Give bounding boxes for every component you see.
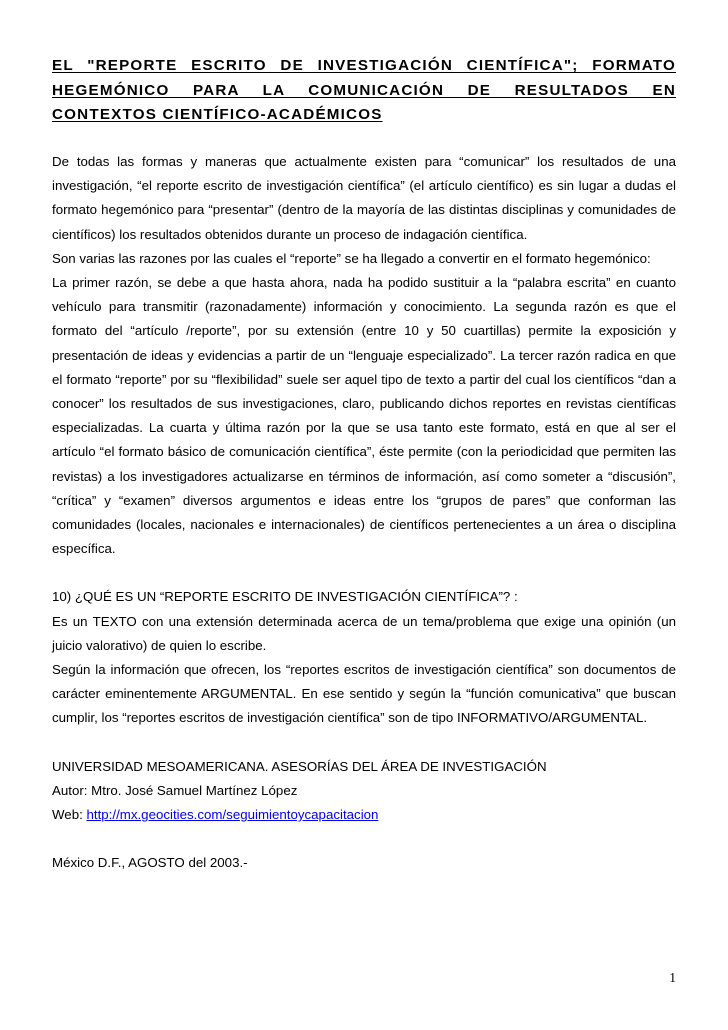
spacer [52, 731, 676, 755]
date-line: México D.F., AGOSTO del 2003.- [52, 855, 248, 871]
spacer [52, 827, 676, 851]
web-label: Web: [52, 807, 87, 823]
reasons-intro-paragraph: Son varias las razones por las cuales el “reporte” se ha llegado a convertir en el formato hegemónico: [52, 250, 651, 266]
page-number: 1 [669, 970, 676, 985]
classification-paragraph: Según la información que ofrecen, los “reportes escritos de investigación científica” son documentos de carácter eminentemente ARGUMENTAL. En ese sentido y según la “función comunicativa” que buscan cumplir, los “reportes escritos de investigación científica” son de tipo INFORMATIVO/ARGUMENTAL. [52, 662, 676, 726]
web-link[interactable]: http://mx.geocities.com/seguimientoycapacitacion [86, 807, 379, 823]
web-line [52, 803, 676, 827]
author-line: Autor: Mtro. José Samuel Martínez López [52, 782, 298, 798]
institution-line: UNIVERSIDAD MESOAMERICANA. ASESORÍAS DEL ÁREA DE INVESTIGACIÓN [52, 758, 547, 774]
reasons-paragraph: La primer razón, se debe a que hasta ahora, nada ha podido sustituir a la “palabra escrita” en cuanto vehículo para transmitir (razonadamente) información y conocimiento. La segunda razón es que el formato del “artículo /reporte”, por su extensión (entre 10 y 50 cuartillas) permite la exposición y presentación de ideas y evidencias a partir de un “lenguaje especializado”. La tercer razón radica en que el formato “reporte” por su “flexibilidad” suele ser aquel tipo de texto a partir del cual los científicos “dan a conocer” los resultados de sus investigaciones, claro, publicando dichos reportes en revistas científicas especializadas. La cuarta y última razón por la que se usa tanto este formato, está en que al ser el artículo “el formato básico de comunicación científica”, éste permite (con la periodicidad que permiten las revistas) a los investigadores actualizarse en términos de información, así como someter a “discusión”, “crítica” y “examen” diversos argumentos e ideas entre los “grupos de pares” que conforman las comunidades (locales, nacionales e internacionales) de científicos pertenecientes a un área o disciplina específica. [52, 275, 676, 557]
document-title: EL "REPORTE ESCRITO DE INVESTIGACIÓN CIENTÍFICA"; FORMATO HEGEMÓNICO PARA LA COMUNICACIÓN DE RESULTADOS EN CONTEXTOS CIENTÍFICO-ACADÉMICOS [52, 57, 676, 123]
section-heading: 10) ¿QUÉ ES UN “REPORTE ESCRITO DE INVESTIGACIÓN CIENTÍFICA”? : [52, 589, 518, 605]
definition-paragraph: Es un TEXTO con una extensión determinada acerca de un tema/problema que exige una opinión (un juicio valorativo) de quien lo escribe. [52, 613, 676, 653]
document-body [52, 150, 676, 875]
spacer [52, 561, 676, 585]
intro-paragraph: De todas las formas y maneras que actualmente existen para “comunicar” los resultados de una investigación, “el reporte escrito de investigación científica” (el artículo científico) es sin lugar a dudas el formato hegemónico para “presentar” (dentro de la mayoría de las distintas disciplinas y comunidades de científicos) los resultados obtenidos durante un proceso de indagación científica. [52, 154, 676, 242]
